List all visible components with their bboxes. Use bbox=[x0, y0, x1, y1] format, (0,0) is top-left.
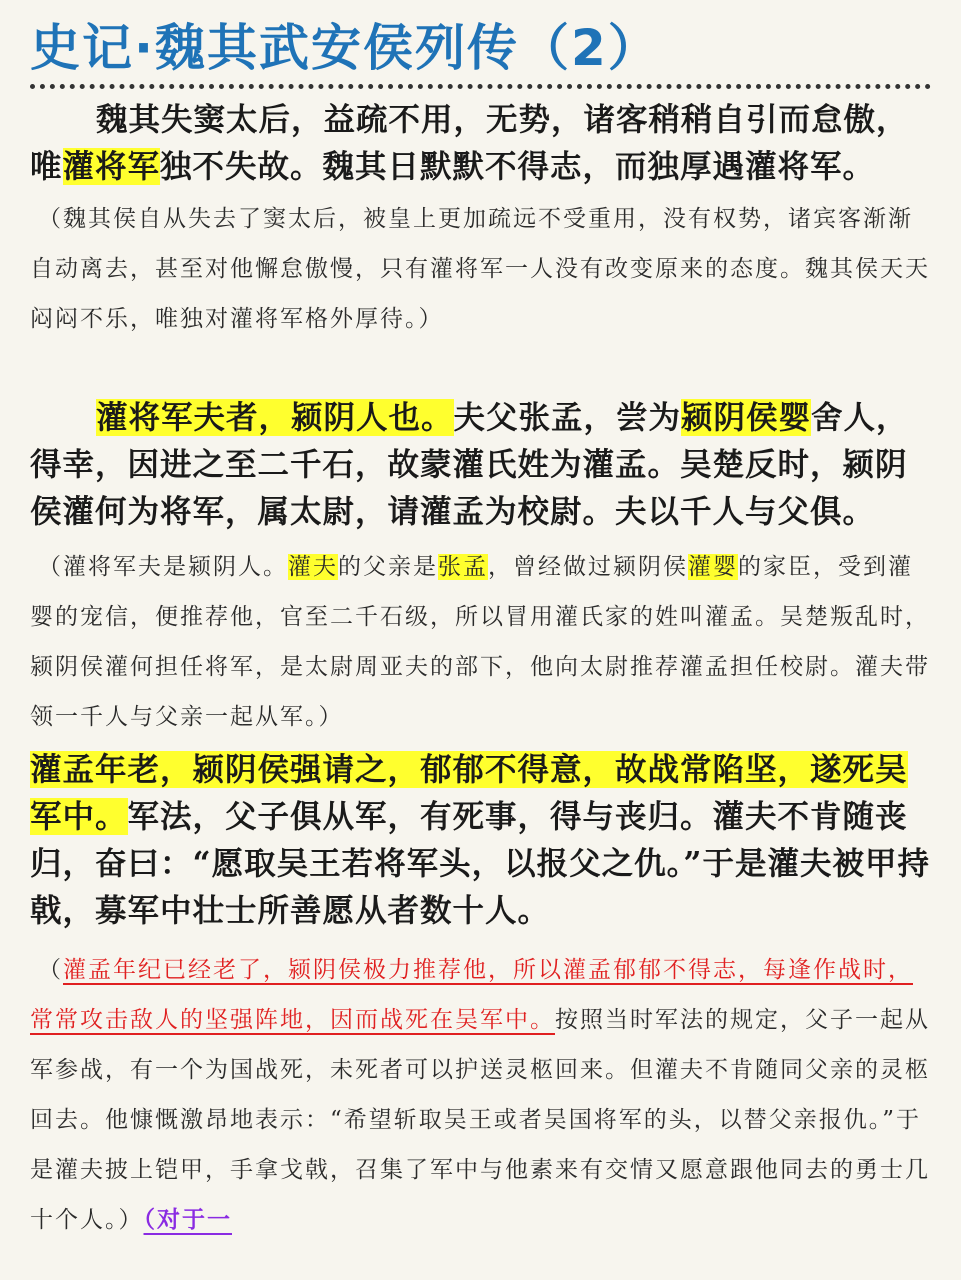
text-segment: 夫父张孟，尝为 bbox=[453, 399, 682, 436]
text-segment: ，曾经做过颍阴侯 bbox=[488, 554, 688, 580]
translation-paragraph-3 bbox=[30, 945, 932, 1245]
text-segment: 的父亲是 bbox=[338, 554, 438, 580]
highlighted-sentence: 灌将军夫者，颍阴人也。 bbox=[96, 399, 454, 436]
text-segment: （灌将军夫是颍阴人。 bbox=[38, 554, 288, 580]
highlighted-name: 张孟 bbox=[438, 554, 488, 580]
highlighted-name: 灌夫 bbox=[288, 554, 338, 580]
highlighted-name: 灌婴 bbox=[688, 554, 738, 580]
translation-paragraph-2 bbox=[30, 542, 932, 742]
page-title: 史记·魏其武安侯列传（2） bbox=[30, 19, 660, 77]
highlighted-name: 灌将军 bbox=[62, 148, 161, 185]
original-paragraph-3 bbox=[30, 746, 932, 934]
text-segment: 独不失故。魏其日默默不得志，而独厚遇灌将军。 bbox=[160, 148, 876, 185]
purple-underlined-continuation: （对于一 bbox=[143, 1206, 232, 1233]
dotted-divider bbox=[30, 84, 931, 89]
text-segment: 魏其失窦太后，益疏不用，无势，诸客稍稍自引而怠傲，唯 bbox=[30, 101, 909, 185]
text-segment: 军法，父子俱从军，有死事，得与丧归。灌夫不肯随丧归，奋曰：“愿取吴王若将军头，以报父之仇。”于是灌夫被甲持戟，募军中壮士所善愿从者数十人。 bbox=[30, 798, 930, 929]
text-segment: 的家臣，受到灌婴的宠信，便推荐他，官至二千石级，所以冒用灌氏家的姓叫灌孟。吴楚叛乱时，颍阴侯灌何担任将军，是太尉周亚夫的部下，他向太尉推荐灌孟担任校尉。灌夫带领一千人与父亲一起从军。） bbox=[30, 554, 930, 730]
highlighted-name: 颍阴侯婴 bbox=[681, 399, 812, 436]
highlighted-sentence: 灌孟年老，颍阴侯强请之，郁郁不得意，故战常陷坚，遂死吴军中。 bbox=[30, 751, 908, 835]
original-paragraph-2 bbox=[30, 394, 932, 535]
original-paragraph-1 bbox=[30, 96, 932, 190]
text-segment: 舍人，得幸，因进之至二千石，故蒙灌氏姓为灌孟。吴楚反时，颍阴侯灌何为将军，属太尉，请灌孟为校尉。夫以千人与父俱。 bbox=[30, 399, 909, 530]
translation-paragraph-1: （魏其侯自从失去了窦太后，被皇上更加疏远不受重用，没有权势，诸宾客渐渐自动离去，甚至对他懈怠傲慢，只有灌将军一人没有改变原来的态度。魏其侯天天闷闷不乐，唯独对灌将军格外厚待。） bbox=[30, 206, 930, 332]
text-segment: 按照当时军法的规定，父子一起从军参战，有一个为国战死，未死者可以护送灵柩回来。但灌夫不肯随同父亲的灵柩回去。他慷慨激昂地表示：“希望斩取吴王或者吴国将军的头，以替父亲报仇。”于是灌夫披上铠甲，手拿戈戟，召集了军中与他素来有交情又愿意跟他同去的勇士几十个人。） bbox=[30, 1007, 930, 1233]
red-underlined-sentence: 灌孟年纪已经老了，颍阴侯极力推荐他，所以灌孟郁郁不得志，每逢作战时，常常攻击敌人的坚强阵地，因而战死在吴军中。 bbox=[30, 957, 913, 1033]
text-segment: （ bbox=[38, 957, 63, 983]
